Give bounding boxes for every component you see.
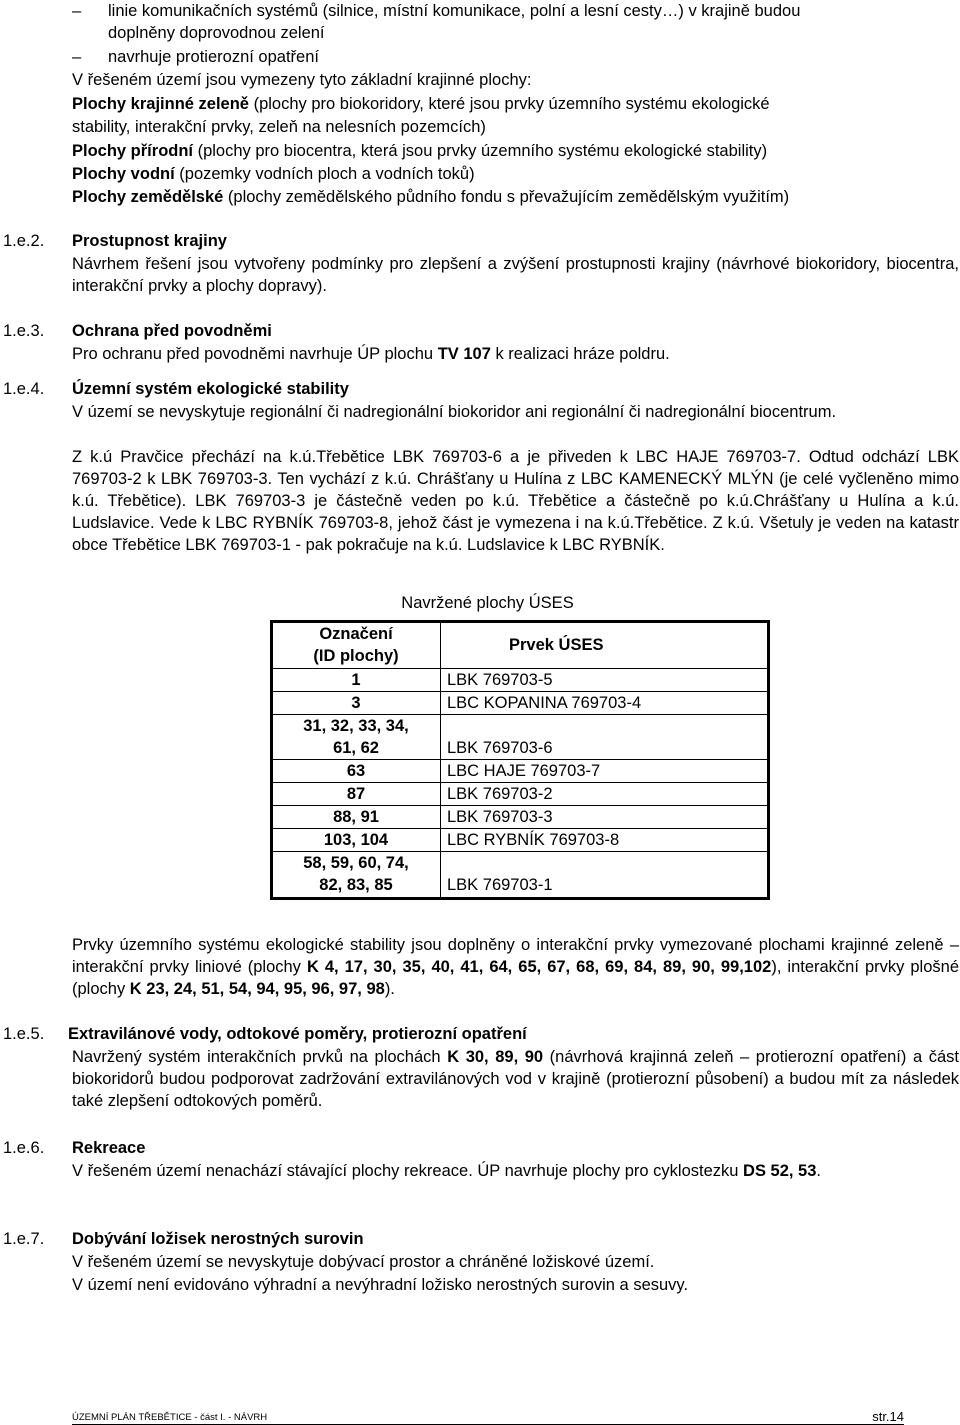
table-row: 1 LBK 769703-5	[272, 669, 769, 692]
section-number: 1.e.3.	[3, 322, 45, 340]
section-number: 1.e.5.	[3, 1025, 45, 1043]
list-item-text: linie komunikačních systémů (silnice, místní komunikace, polní a lesní cesty…) v krajině budou	[108, 2, 801, 20]
section-text: V území není evidováno výhradní a nevýhradní ložisko nerostných surovin a sesuvy.	[72, 1276, 689, 1294]
table-row: 58, 59, 60, 74, 82, 83, 85 LBK 769703-1	[272, 852, 769, 899]
plocha-line: stability, interakční prvky, zeleň na nelesních pozemcích)	[72, 118, 486, 136]
table-row: 63 LBC HAJE 769703-7	[272, 760, 769, 783]
section-title: Územní systém ekologické stability	[72, 380, 349, 398]
list-item	[72, 46, 319, 68]
list-item	[72, 0, 800, 22]
table-row: 87 LBK 769703-2	[272, 783, 769, 806]
footer-document-title: ÚZEMNÍ PLÁN TŘEBĚTICE - část I. - NÁVRH	[72, 1412, 268, 1423]
column-header-id: Označení (ID plochy)	[272, 622, 441, 669]
intro-line: V řešeném území jsou vymezeny tyto základní krajinné plochy:	[72, 71, 532, 89]
section-text: V řešeném území nenachází stávající plochy rekreace. ÚP navrhuje plochy pro cyklostezku DS 52, 53.	[72, 1162, 822, 1180]
section-title: Rekreace	[72, 1139, 146, 1157]
dash-bullet: –	[72, 2, 82, 20]
list-item-text: doplněny doprovodnou zelení	[108, 24, 325, 42]
section-title: Dobývání ložisek nerostných surovin	[72, 1230, 364, 1248]
section-number: 1.e.6.	[3, 1139, 45, 1157]
table-header-row	[272, 622, 769, 669]
section-text: Z k.ú Pravčice přechází na k.ú.Třebětice LBK 769703-6 a je přiveden k LBC HAJE 769703-7. Odtud odchází LBK 769703-2 k LBK 769703-3. Ten vychází z k.ú. Chrášťany u Hulína z LBC KAMENECKÝ MLÝN (je celé vyčleněno mimo k.ú. Třebětice). LBK 769703-3 je částečně veden po k.ú. Třebětice a částečně po k.ú.Chrášťany u Hulína a k.ú. Ludslavice. Vede k LBC RYBNÍK 769703-8, jehož část je vymezena i na k.ú.Třebětice. Z k.ú. Všetuly je veden na katastr obce Třebětice LBK 769703-1 - pak pokračuje na k.ú. Ludslavice k LBC RYBNÍK.	[72, 448, 959, 554]
dash-bullet: –	[72, 48, 82, 66]
footer-page-number: str.14	[872, 1409, 904, 1424]
table-caption: Navržené plochy ÚSES	[401, 594, 574, 612]
section-text: Navržený systém interakčních prvků na plochách K 30, 89, 90 (návrhová krajinná zeleň – protierozní opatření) a část biokoridorů budou podporovat zadržování extravilánových vod v krajině (protierozní působení) a budou mít za následek také zlepšení odtokových poměrů.	[72, 1048, 959, 1110]
uses-table	[271, 621, 769, 899]
table-row: 103, 104 LBC RYBNÍK 769703-8	[272, 829, 769, 852]
section-text: Návrhem řešení jsou vytvořeny podmínky pro zlepšení a zvýšení prostupnosti krajiny (návrhové biokoridory, biocentra, interakční prvky a plochy dopravy).	[72, 255, 959, 295]
list-item	[72, 22, 325, 44]
interakcni-paragraph: Prvky územního systému ekologické stability jsou doplněny o interakční prvky vymezované plochami krajinné zeleně – interakční prvky liniové (plochy K 4, 17, 30, 35, 40, 41, 64, 65, 67, 68, 69, 84, 89, 90, 99,102), interakční prvky plošné (plochy K 23, 24, 51, 54, 94, 95, 96, 97, 98).	[72, 936, 959, 998]
section-text: Pro ochranu před povodněmi navrhuje ÚP plochu TV 107 k realizaci hráze poldru.	[72, 345, 670, 363]
section-text: V řešeném území se nevyskytuje dobývací prostor a chráněné ložiskové území.	[72, 1253, 655, 1271]
table-row: 3 LBC KOPANINA 769703-4	[272, 692, 769, 715]
plocha-line: Plochy krajinné zeleně (plochy pro biokoridory, které jsou prvky územního systému ekologické	[72, 95, 770, 113]
table-row: 88, 91 LBK 769703-3	[272, 806, 769, 829]
list-item-text: navrhuje protierozní opatření	[108, 48, 319, 66]
plocha-line: Plochy zemědělské (plochy zemědělského půdního fondu s převažujícím zemědělským využitím)	[72, 188, 790, 206]
plocha-line: Plochy vodní (pozemky vodních ploch a vodních toků)	[72, 165, 475, 183]
section-title: Ochrana před povodněmi	[72, 322, 272, 340]
section-title: Prostupnost krajiny	[72, 232, 227, 250]
section-title: Extravilánové vody, odtokové poměry, protierozní opatření	[68, 1025, 527, 1043]
table-row: 31, 32, 33, 34, 61, 62 LBK 769703-6	[272, 715, 769, 760]
column-header-element: Prvek ÚSES	[441, 622, 769, 669]
plocha-line: Plochy přírodní (plochy pro biocentra, která jsou prvky územního systému ekologické stability)	[72, 142, 768, 160]
section-number: 1.e.4.	[3, 380, 45, 398]
section-number: 1.e.7.	[3, 1230, 45, 1248]
section-number: 1.e.2.	[3, 232, 45, 250]
section-text: V území se nevyskytuje regionální či nadregionální biokoridor ani regionální či nadregionální biocentrum.	[72, 403, 837, 421]
